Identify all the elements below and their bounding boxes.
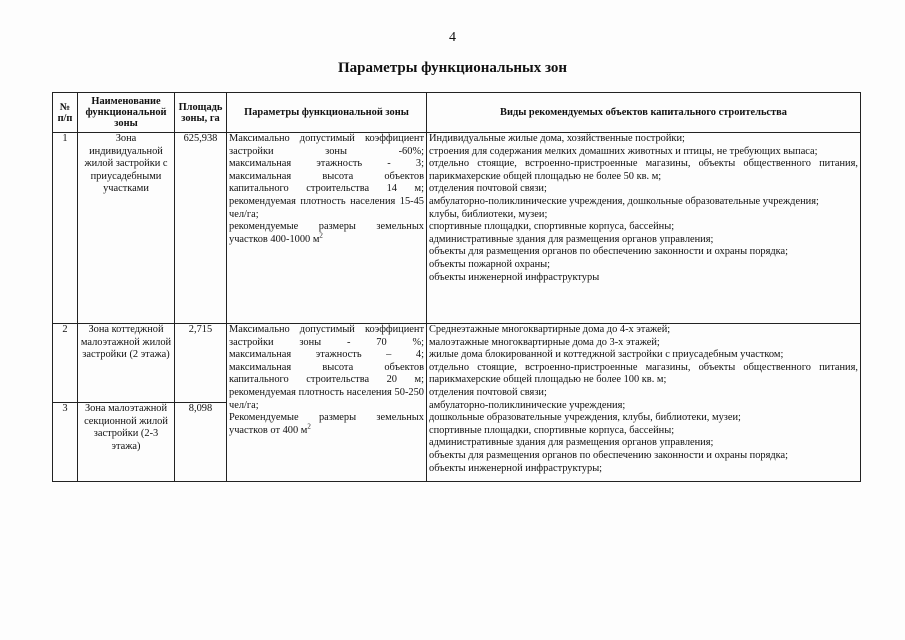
header-object-types: Виды рекомендуемых объектов капитального строительства bbox=[427, 93, 861, 133]
superscript: 2 bbox=[307, 422, 311, 431]
header-num: № п/п bbox=[53, 93, 78, 133]
param-line: максимальная высота объектов капитального строительства 20 м; bbox=[229, 361, 424, 386]
param-line: рекомендуемая плотность населения 50-250 чел/га; bbox=[229, 386, 424, 411]
type-item: малоэтажные многоквартирные дома до 3-х этажей; bbox=[429, 336, 660, 348]
table-header-row bbox=[53, 93, 861, 133]
type-item: отдельно стоящие, встроенно-пристроенные магазины, объекты общественного питания, парикмахерские общей площадью не более 100 кв. м; bbox=[429, 361, 858, 386]
param-line bbox=[229, 412, 424, 437]
type-item: объекты инженерной инфраструктуры; bbox=[429, 462, 603, 474]
table-row bbox=[53, 133, 861, 324]
type-item: Среднеэтажные многоквартирные дома до 4-х этажей; bbox=[429, 324, 671, 335]
param-line-text: рекомендуемые размеры земельных участков 400-1000 м bbox=[229, 221, 424, 245]
type-item: амбулаторно-поликлинические учреждения; bbox=[429, 399, 626, 411]
param-line bbox=[229, 221, 424, 246]
type-item: отдельно стоящие, встроенно-пристроенные магазины, объекты общественного питания, парикмахерские общей площадью не более 50 кв. м; bbox=[429, 158, 858, 182]
type-item: объекты инженерной инфраструктуры bbox=[429, 271, 600, 283]
type-item: отделения почтовой связи; bbox=[429, 183, 547, 195]
param-line: максимальная высота объектов капитального строительства 14 м; bbox=[229, 170, 424, 195]
param-line: максимальная этажность – 4; bbox=[229, 349, 424, 361]
param-line: максимальная этажность - 3; bbox=[229, 158, 424, 170]
row-num: 3 bbox=[53, 403, 78, 482]
header-zone-name: Наименование функциональной зоны bbox=[78, 93, 175, 133]
page-number: 4 bbox=[449, 30, 456, 45]
zone-area: 2,715 bbox=[175, 324, 227, 403]
zone-params-shared bbox=[227, 324, 427, 482]
type-item: клубы, библиотеки, музеи; bbox=[429, 208, 548, 220]
row-num: 2 bbox=[53, 324, 78, 403]
type-item: объекты пожарной охраны; bbox=[429, 258, 551, 270]
param-line-text: Рекомендуемые размеры земельных участков от 400 м bbox=[229, 412, 424, 436]
param-line: Максимально допустимый коэффициент застройки зоны -60%; bbox=[229, 133, 424, 157]
param-line: Максимально допустимый коэффициент застройки зоны - 70 %; bbox=[229, 324, 424, 348]
header-area: Площадь зоны, га bbox=[175, 93, 227, 133]
page-title: Параметры функциональных зон bbox=[337, 60, 568, 76]
type-item: отделения почтовой связи; bbox=[429, 386, 547, 398]
zone-name: Зона малоэтажной секционной жилой застройки (2-3 этажа) bbox=[78, 403, 175, 482]
type-item: жилые дома блокированной и коттеджной застройки с приусадебным участком; bbox=[429, 349, 784, 361]
type-item: дошкольные образовательные учреждения, клубы, библиотеки, музеи; bbox=[429, 412, 741, 424]
zone-name: Зона индивидуальной жилой застройки с приусадебными участками bbox=[78, 133, 175, 324]
zone-name: Зона коттеджной малоэтажной жилой застройки (2 этажа) bbox=[78, 324, 175, 403]
zone-area: 625,938 bbox=[175, 133, 227, 324]
param-line: рекомендуемая плотность населения 15-45 чел/га; bbox=[229, 195, 424, 220]
zones-parameters-table bbox=[52, 92, 861, 482]
row-num: 1 bbox=[53, 133, 78, 324]
table-row bbox=[53, 324, 861, 403]
type-item: спортивные площадки, спортивные корпуса, бассейны; bbox=[429, 221, 675, 233]
type-item: спортивные площадки, спортивные корпуса, бассейны; bbox=[429, 424, 675, 436]
zone-params bbox=[227, 133, 427, 324]
type-item: административные здания для размещения органов управления; bbox=[429, 437, 714, 449]
type-item: объекты для размещения органов по обеспечению законности и охраны порядка; bbox=[429, 246, 789, 258]
type-item: строения для содержания мелких домашних животных и птицы, не требующих выпаса; bbox=[429, 145, 818, 157]
object-types-shared bbox=[427, 324, 861, 482]
object-types bbox=[427, 133, 861, 324]
superscript: 2 bbox=[319, 231, 323, 240]
type-item: амбулаторно-поликлинические учреждения, дошкольные образовательные учреждения; bbox=[429, 195, 819, 207]
type-item: административные здания для размещения органов управления; bbox=[429, 233, 714, 245]
type-item: объекты для размещения органов по обеспечению законности и охраны порядка; bbox=[429, 449, 789, 461]
header-params: Параметры функциональной зоны bbox=[227, 93, 427, 133]
type-item: Индивидуальные жилые дома, хозяйственные постройки; bbox=[429, 133, 685, 144]
zone-area: 8,098 bbox=[175, 403, 227, 482]
